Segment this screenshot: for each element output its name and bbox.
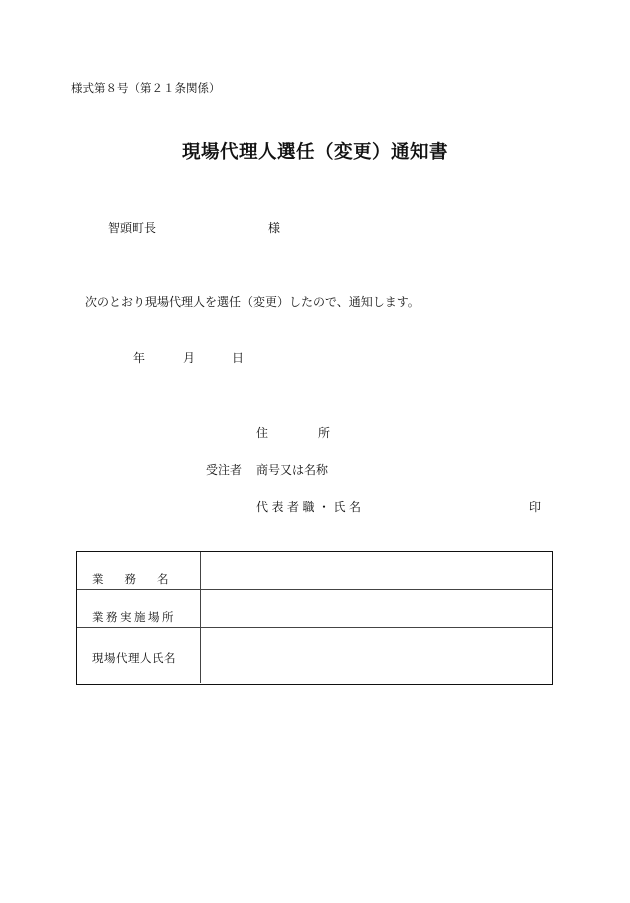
task-name-label-cell — [77, 552, 201, 589]
contractor-role-label: 受注者 — [206, 463, 243, 477]
notice-body-text: 次のとおり現場代理人を選任（変更）したので、通知します。 — [85, 295, 420, 309]
site-agent-label: 現場代理人氏名 — [92, 651, 176, 665]
task-name-value-cell[interactable] — [201, 552, 552, 589]
task-location-label: 業務実施場所 — [92, 610, 176, 624]
date-day-label: 日 — [232, 351, 245, 365]
company-name-label: 商号又は名称 — [256, 463, 329, 477]
addressee-honorific: 様 — [268, 221, 281, 235]
table-row-site-agent — [77, 628, 552, 683]
form-number: 様式第８号（第２１条関係） — [71, 81, 221, 95]
table-row-task-name — [77, 552, 552, 590]
task-location-value-cell[interactable] — [201, 590, 552, 627]
document-title: 現場代理人選任（変更）通知書 — [181, 142, 448, 163]
table-row-task-location — [77, 590, 552, 628]
representative-label: 代表者職・氏名 — [256, 500, 365, 514]
addressee-name: 智頭町長 — [108, 221, 157, 235]
assignment-info-table — [76, 551, 553, 685]
date-month-label: 月 — [183, 351, 196, 365]
address-label-second: 所 — [318, 426, 331, 440]
task-name-label: 業務名 — [92, 572, 190, 586]
date-year-label: 年 — [133, 351, 146, 365]
address-label-first: 住 — [256, 426, 269, 440]
seal-mark: 印 — [529, 500, 542, 514]
site-agent-label-cell — [77, 628, 201, 683]
site-agent-value-cell[interactable] — [201, 628, 552, 683]
task-location-label-cell — [77, 590, 201, 627]
